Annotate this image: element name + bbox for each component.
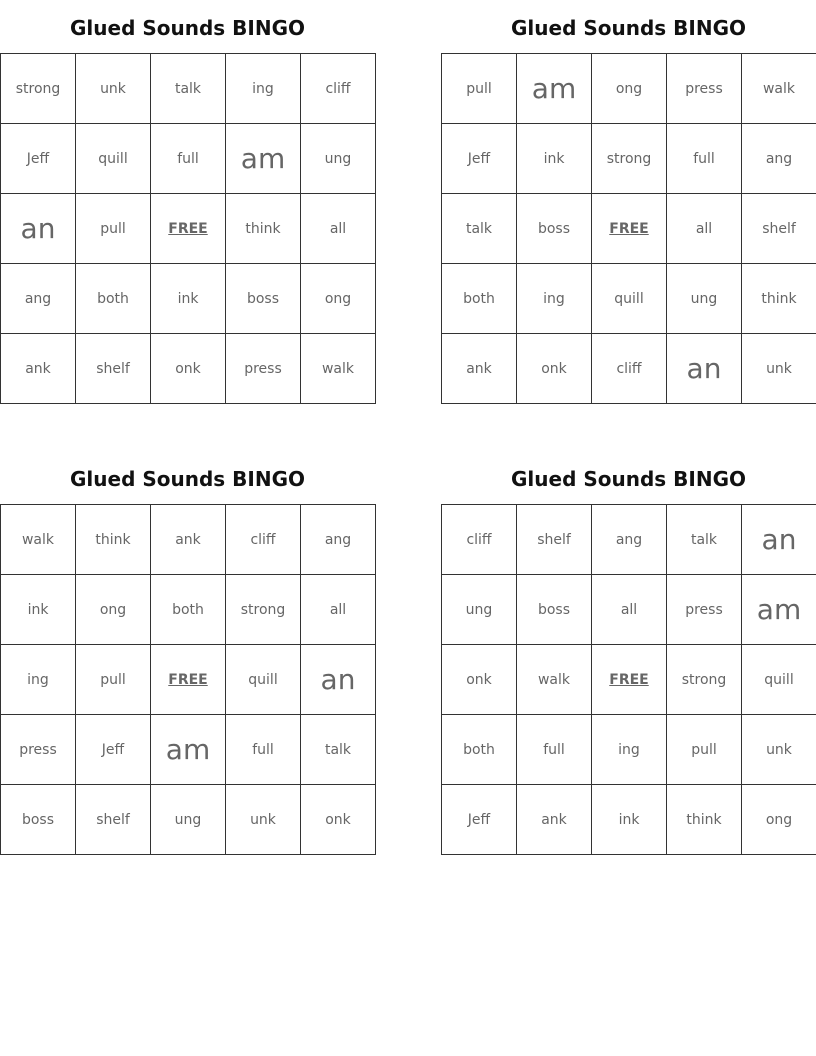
grid-cell: talk [667, 505, 742, 575]
grid-cell: ong [301, 264, 376, 334]
grid-cell: pull [76, 194, 151, 264]
grid-row [442, 645, 816, 715]
grid-cell: shelf [76, 785, 151, 855]
grid-cell: ang [1, 264, 76, 334]
grid-row [1, 645, 376, 715]
grid-cell: talk [151, 54, 226, 124]
bingo-card-4 [441, 464, 816, 828]
grid-cell: full [667, 124, 742, 194]
grid-row [1, 785, 376, 855]
grid-cell: all [667, 194, 742, 264]
grid-row [442, 715, 816, 785]
grid-cell: ang [592, 505, 667, 575]
grid-cell: walk [301, 334, 376, 404]
grid-cell: Jeff [442, 124, 517, 194]
grid-cell: quill [226, 645, 301, 715]
grid-cell: quill [592, 264, 667, 334]
grid-cell: an [667, 334, 742, 404]
free-cell: FREE [151, 194, 226, 264]
grid-cell: am [151, 715, 226, 785]
bingo-grid [0, 53, 376, 404]
grid-cell: strong [226, 575, 301, 645]
grid-cell: boss [1, 785, 76, 855]
grid-cell: talk [301, 715, 376, 785]
grid-row [442, 264, 816, 334]
grid-row [442, 124, 816, 194]
grid-cell: all [301, 575, 376, 645]
grid-cell: strong [592, 124, 667, 194]
grid-cell: both [442, 715, 517, 785]
grid-cell: shelf [742, 194, 816, 264]
grid-cell: ink [1, 575, 76, 645]
grid-cell: am [517, 54, 592, 124]
grid-cell: unk [742, 715, 816, 785]
grid-cell: ong [76, 575, 151, 645]
grid-cell: cliff [592, 334, 667, 404]
bingo-card-1 [0, 13, 375, 377]
grid-cell: onk [151, 334, 226, 404]
grid-cell: think [742, 264, 816, 334]
grid-cell: pull [76, 645, 151, 715]
grid-cell: full [226, 715, 301, 785]
grid-cell: ang [301, 505, 376, 575]
grid-cell: an [742, 505, 816, 575]
grid-cell: ank [1, 334, 76, 404]
grid-row [1, 54, 376, 124]
bingo-grid [441, 53, 816, 404]
grid-cell: think [667, 785, 742, 855]
grid-cell: ank [442, 334, 517, 404]
grid-cell: walk [742, 54, 816, 124]
grid-cell: full [517, 715, 592, 785]
grid-cell: am [226, 124, 301, 194]
grid-cell: ong [592, 54, 667, 124]
grid-cell: an [301, 645, 376, 715]
grid-cell: all [301, 194, 376, 264]
card-title: Glued Sounds BINGO [70, 467, 305, 491]
grid-cell: ing [1, 645, 76, 715]
grid-cell: ung [151, 785, 226, 855]
grid-cell: unk [226, 785, 301, 855]
grid-row [442, 194, 816, 264]
grid-row [1, 124, 376, 194]
grid-cell: ung [667, 264, 742, 334]
grid-row [1, 505, 376, 575]
grid-cell: ank [151, 505, 226, 575]
grid-cell: both [76, 264, 151, 334]
grid-cell: Jeff [442, 785, 517, 855]
grid-row [1, 194, 376, 264]
grid-cell: shelf [517, 505, 592, 575]
grid-cell: cliff [442, 505, 517, 575]
grid-cell: both [442, 264, 517, 334]
grid-row [442, 575, 816, 645]
grid-cell: shelf [76, 334, 151, 404]
grid-cell: ink [517, 124, 592, 194]
grid-cell: onk [517, 334, 592, 404]
grid-cell: quill [76, 124, 151, 194]
grid-cell: onk [301, 785, 376, 855]
card-title: Glued Sounds BINGO [511, 467, 746, 491]
grid-cell: strong [667, 645, 742, 715]
grid-cell: ang [742, 124, 816, 194]
grid-cell: Jeff [1, 124, 76, 194]
grid-cell: ong [742, 785, 816, 855]
grid-row [442, 334, 816, 404]
grid-cell: boss [517, 575, 592, 645]
grid-cell: press [667, 575, 742, 645]
grid-cell: ung [301, 124, 376, 194]
grid-cell: pull [442, 54, 517, 124]
grid-cell: ung [442, 575, 517, 645]
grid-row [1, 715, 376, 785]
grid-cell: all [592, 575, 667, 645]
grid-cell: both [151, 575, 226, 645]
grid-cell: think [226, 194, 301, 264]
free-cell: FREE [592, 194, 667, 264]
grid-cell: ing [226, 54, 301, 124]
grid-cell: think [76, 505, 151, 575]
card-title: Glued Sounds BINGO [511, 16, 746, 40]
grid-cell: strong [1, 54, 76, 124]
bingo-card-2 [441, 13, 816, 385]
grid-cell: press [1, 715, 76, 785]
grid-cell: ink [151, 264, 226, 334]
grid-cell: unk [76, 54, 151, 124]
grid-cell: an [1, 194, 76, 264]
grid-cell: pull [667, 715, 742, 785]
grid-cell: boss [226, 264, 301, 334]
grid-cell: Jeff [76, 715, 151, 785]
grid-row [442, 505, 816, 575]
grid-row [442, 785, 816, 855]
grid-row [442, 54, 816, 124]
card-title: Glued Sounds BINGO [70, 16, 305, 40]
bingo-grid [0, 504, 376, 855]
grid-cell: boss [517, 194, 592, 264]
grid-cell: unk [742, 334, 816, 404]
grid-cell: ank [517, 785, 592, 855]
grid-row [1, 264, 376, 334]
grid-cell: walk [517, 645, 592, 715]
grid-cell: cliff [226, 505, 301, 575]
grid-cell: full [151, 124, 226, 194]
grid-cell: quill [742, 645, 816, 715]
grid-cell: cliff [301, 54, 376, 124]
grid-cell: ink [592, 785, 667, 855]
grid-row [1, 334, 376, 404]
free-cell: FREE [151, 645, 226, 715]
free-cell: FREE [592, 645, 667, 715]
grid-row [1, 575, 376, 645]
bingo-grid [441, 504, 816, 855]
grid-cell: press [226, 334, 301, 404]
grid-cell: ing [517, 264, 592, 334]
grid-cell: walk [1, 505, 76, 575]
bingo-card-3 [0, 464, 375, 828]
grid-cell: ing [592, 715, 667, 785]
grid-cell: am [742, 575, 816, 645]
grid-cell: talk [442, 194, 517, 264]
grid-cell: press [667, 54, 742, 124]
grid-cell: onk [442, 645, 517, 715]
